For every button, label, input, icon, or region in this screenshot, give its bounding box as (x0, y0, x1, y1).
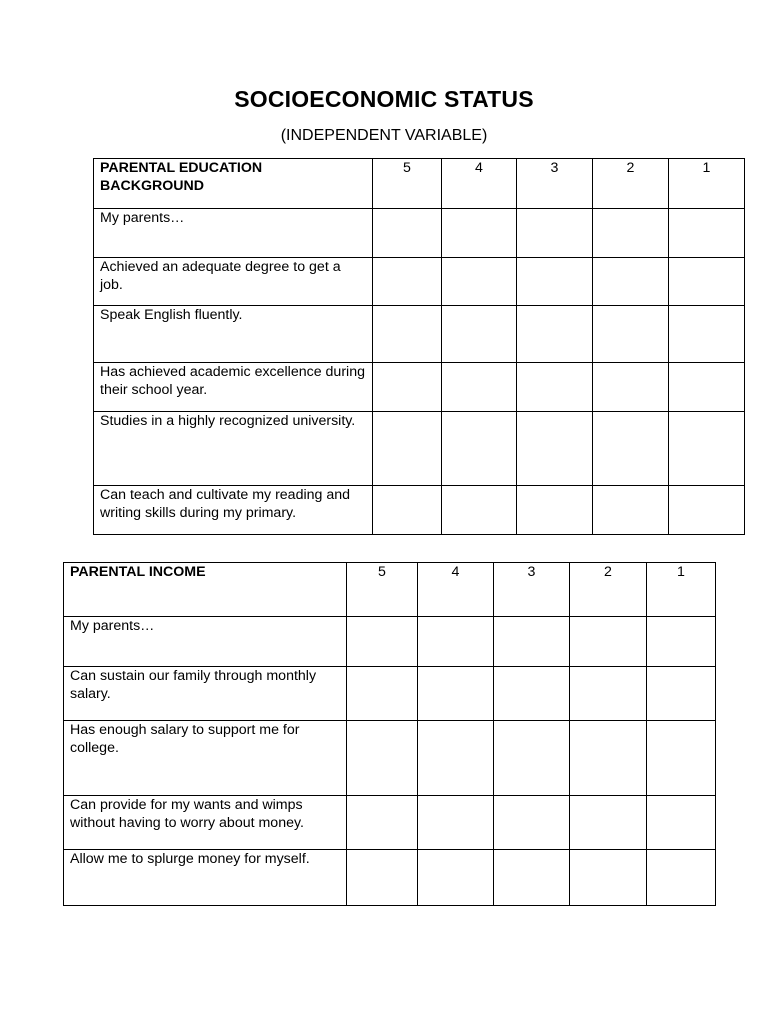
rating-cell-3[interactable] (517, 258, 593, 306)
rating-cell-5[interactable] (373, 258, 442, 306)
rating-cell-3[interactable] (494, 667, 570, 721)
rating-cell-1[interactable] (669, 486, 745, 535)
statement-cell: Has achieved academic excellence during their school year. (94, 363, 373, 412)
statement-cell: Achieved an adequate degree to get a job. (94, 258, 373, 306)
scale-header-3: 3 (494, 563, 570, 617)
rating-cell-2[interactable] (570, 850, 647, 906)
table-row (94, 209, 745, 258)
table-header-label: PARENTAL EDUCATION BACKGROUND (94, 159, 373, 209)
table-row (94, 363, 745, 412)
rating-cell-4[interactable] (442, 486, 517, 535)
scale-header-1: 1 (669, 159, 745, 209)
scale-header-2: 2 (570, 563, 647, 617)
rating-cell-1[interactable] (669, 209, 745, 258)
rating-cell-4[interactable] (418, 721, 494, 796)
table-row (64, 721, 716, 796)
scale-header-4: 4 (442, 159, 517, 209)
rating-cell-5[interactable] (347, 850, 418, 906)
rating-cell-5[interactable] (373, 363, 442, 412)
rating-cell-4[interactable] (442, 258, 517, 306)
table-row (64, 796, 716, 850)
rating-cell-3[interactable] (517, 306, 593, 363)
table-row (94, 258, 745, 306)
rating-cell-5[interactable] (347, 796, 418, 850)
rating-cell-3[interactable] (517, 363, 593, 412)
rating-cell-2[interactable] (570, 667, 647, 721)
table-row (64, 667, 716, 721)
rating-cell-4[interactable] (442, 209, 517, 258)
statement-cell: Allow me to splurge money for myself. (64, 850, 347, 906)
rating-cell-1[interactable] (647, 617, 716, 667)
table-header-row (94, 159, 745, 209)
rating-cell-5[interactable] (347, 667, 418, 721)
scale-header-5: 5 (347, 563, 418, 617)
parental-education-table (93, 158, 745, 535)
statement-cell: Studies in a highly recognized university. (94, 412, 373, 486)
rating-cell-5[interactable] (347, 617, 418, 667)
statement-cell: Can teach and cultivate my reading and writing skills during my primary. (94, 486, 373, 535)
rating-cell-3[interactable] (494, 721, 570, 796)
rating-cell-2[interactable] (593, 412, 669, 486)
statement-cell: Has enough salary to support me for college. (64, 721, 347, 796)
statement-cell: My parents… (94, 209, 373, 258)
table-header-row (64, 563, 716, 617)
statement-cell: Can sustain our family through monthly salary. (64, 667, 347, 721)
rating-cell-2[interactable] (570, 796, 647, 850)
table-header-label: PARENTAL INCOME (64, 563, 347, 617)
rating-cell-5[interactable] (347, 721, 418, 796)
page-title: SOCIOECONOMIC STATUS (234, 86, 534, 112)
parental-income-table (63, 562, 716, 906)
scale-header-5: 5 (373, 159, 442, 209)
rating-cell-2[interactable] (593, 209, 669, 258)
rating-cell-2[interactable] (570, 617, 647, 667)
scale-header-3: 3 (517, 159, 593, 209)
rating-cell-2[interactable] (593, 363, 669, 412)
rating-cell-1[interactable] (669, 363, 745, 412)
rating-cell-4[interactable] (418, 667, 494, 721)
rating-cell-2[interactable] (570, 721, 647, 796)
rating-cell-1[interactable] (669, 258, 745, 306)
rating-cell-5[interactable] (373, 412, 442, 486)
rating-cell-4[interactable] (418, 850, 494, 906)
statement-cell: My parents… (64, 617, 347, 667)
table-row (64, 850, 716, 906)
rating-cell-4[interactable] (442, 363, 517, 412)
rating-cell-5[interactable] (373, 209, 442, 258)
statement-cell: Can provide for my wants and wimps without having to worry about money. (64, 796, 347, 850)
scale-header-4: 4 (418, 563, 494, 617)
scale-header-1: 1 (647, 563, 716, 617)
rating-cell-2[interactable] (593, 258, 669, 306)
rating-cell-3[interactable] (517, 209, 593, 258)
rating-cell-1[interactable] (669, 412, 745, 486)
rating-cell-1[interactable] (647, 667, 716, 721)
rating-cell-4[interactable] (442, 412, 517, 486)
rating-cell-4[interactable] (418, 796, 494, 850)
table-row (64, 617, 716, 667)
page-subtitle: (INDEPENDENT VARIABLE) (280, 127, 488, 144)
rating-cell-2[interactable] (593, 486, 669, 535)
rating-cell-3[interactable] (517, 412, 593, 486)
rating-cell-1[interactable] (647, 721, 716, 796)
rating-cell-5[interactable] (373, 486, 442, 535)
rating-cell-1[interactable] (647, 796, 716, 850)
rating-cell-2[interactable] (593, 306, 669, 363)
rating-cell-3[interactable] (517, 486, 593, 535)
rating-cell-1[interactable] (647, 850, 716, 906)
rating-cell-5[interactable] (373, 306, 442, 363)
scale-header-2: 2 (593, 159, 669, 209)
rating-cell-3[interactable] (494, 796, 570, 850)
table-row (94, 486, 745, 535)
statement-cell: Speak English fluently. (94, 306, 373, 363)
table-row (94, 412, 745, 486)
rating-cell-3[interactable] (494, 617, 570, 667)
table-row (94, 306, 745, 363)
rating-cell-3[interactable] (494, 850, 570, 906)
rating-cell-4[interactable] (418, 617, 494, 667)
rating-cell-4[interactable] (442, 306, 517, 363)
rating-cell-1[interactable] (669, 306, 745, 363)
